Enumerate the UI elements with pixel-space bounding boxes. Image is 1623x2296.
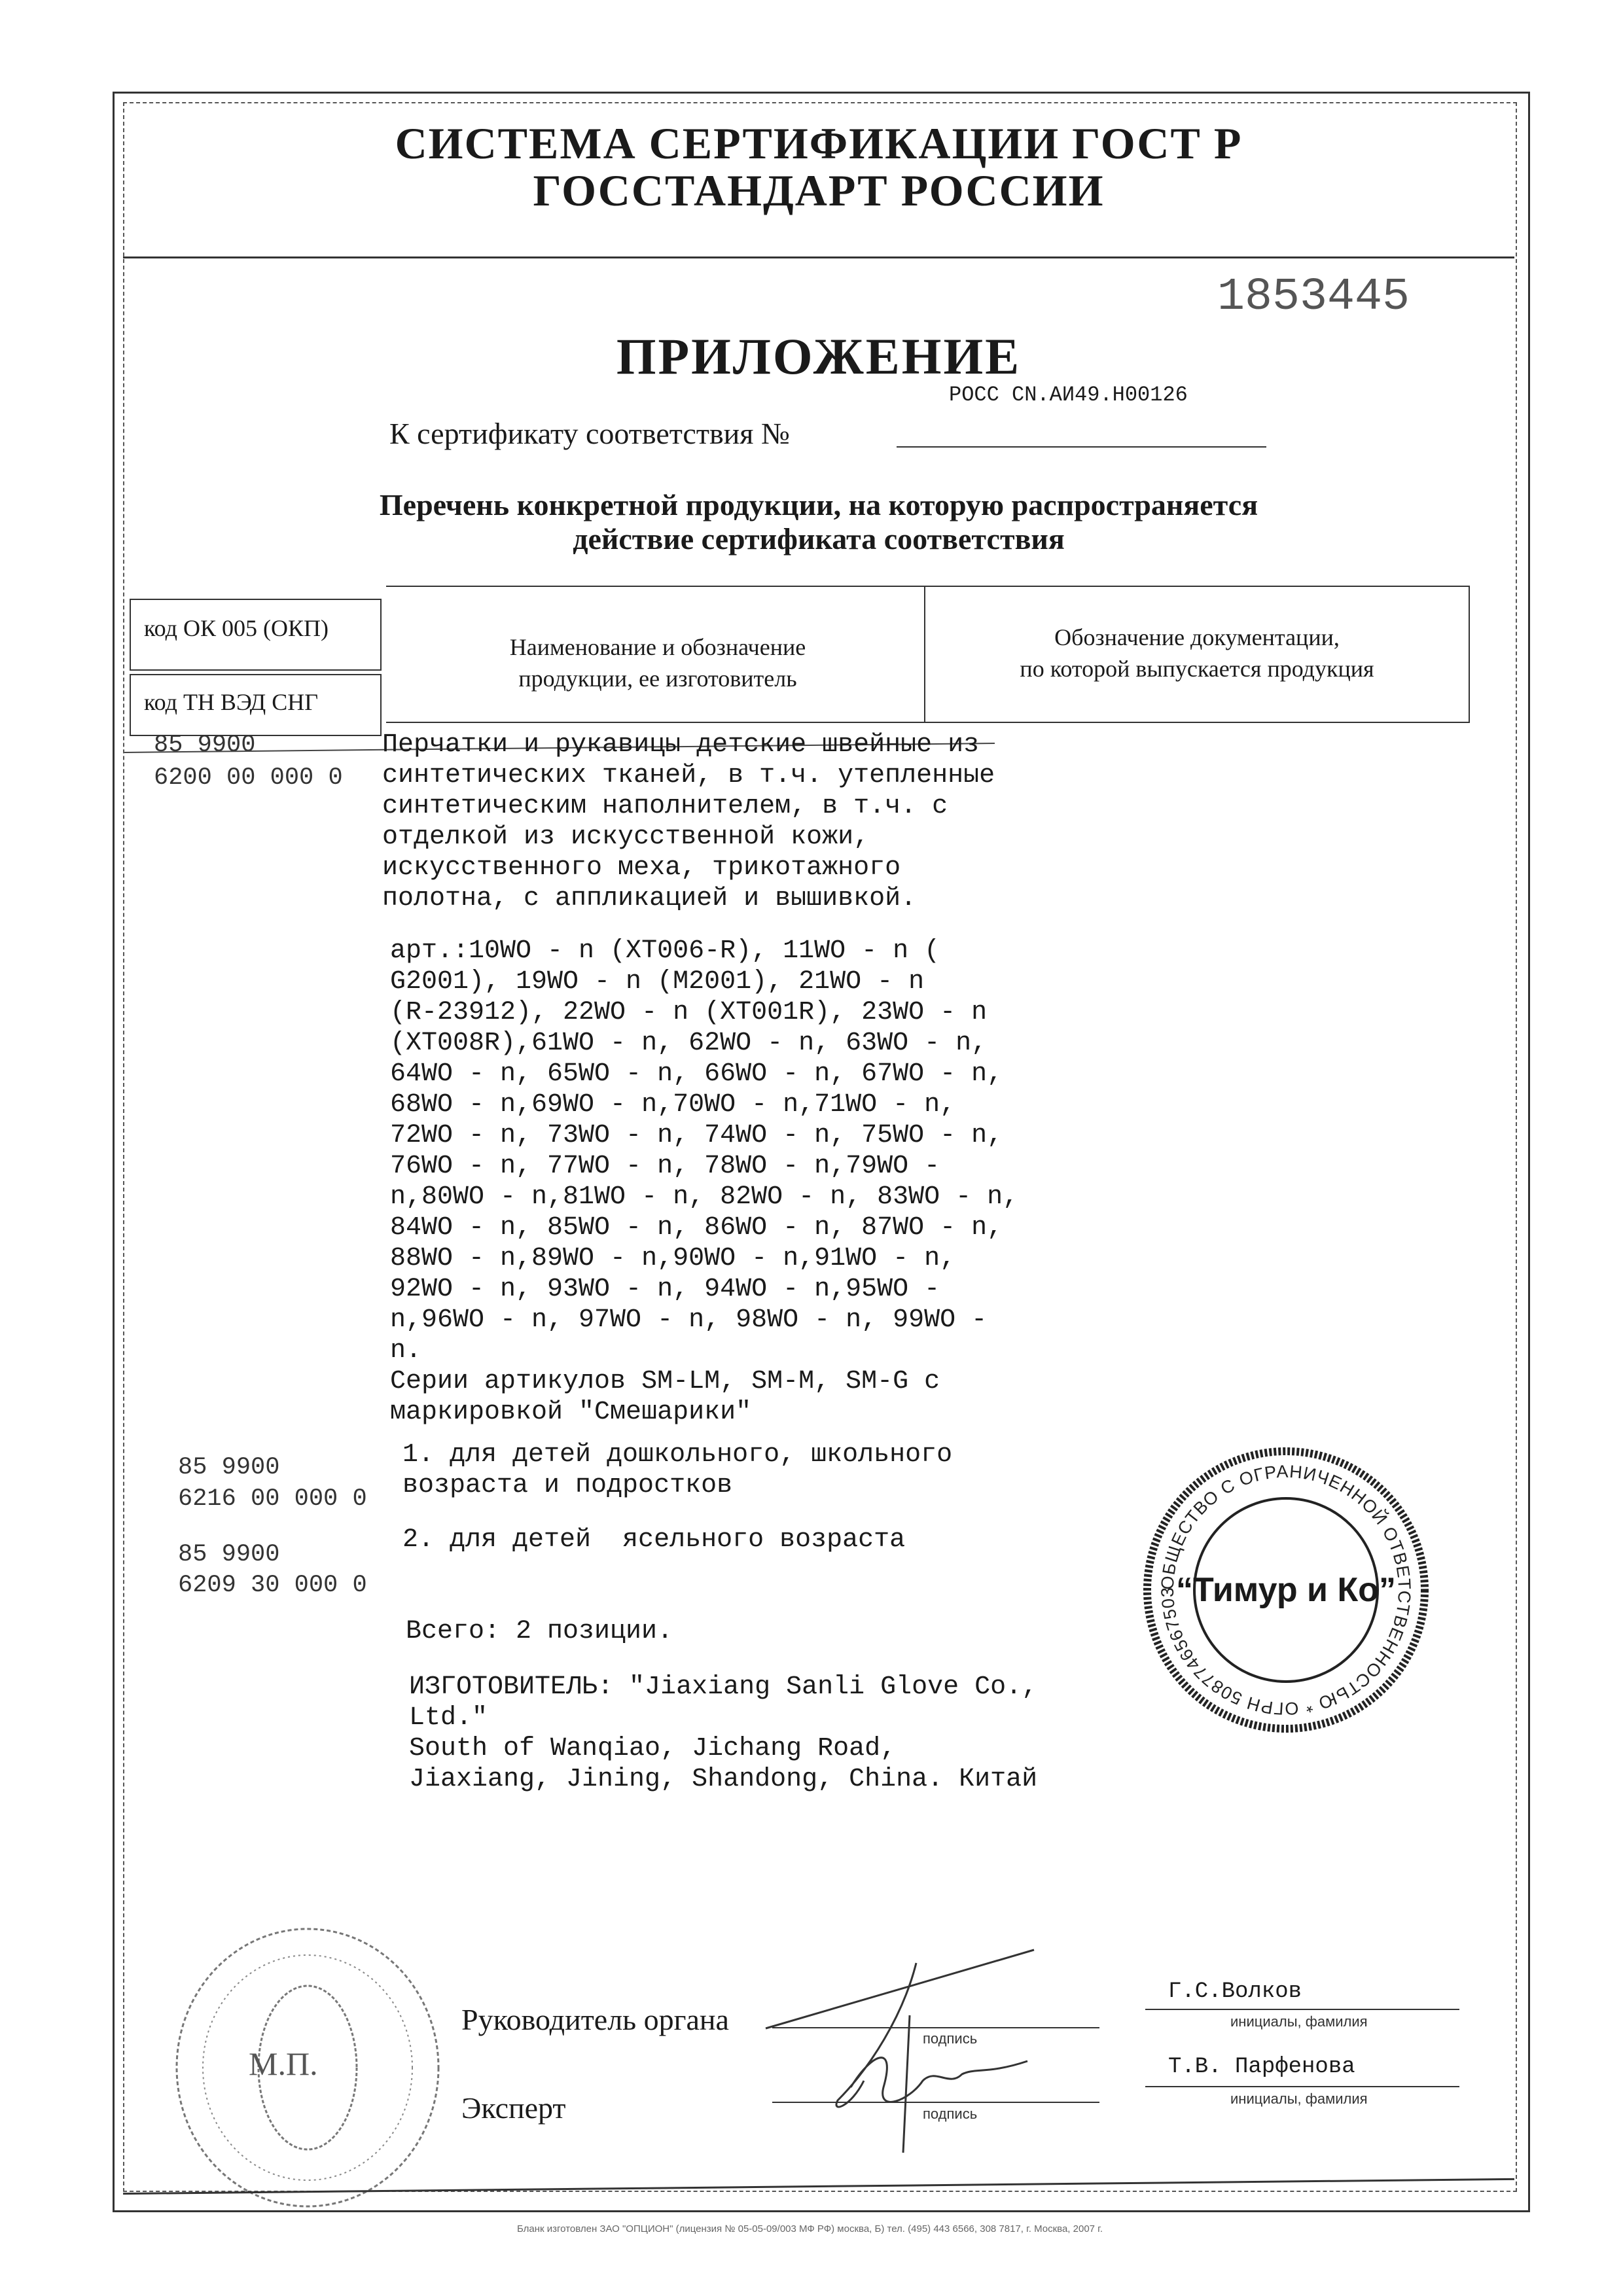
description-line: искусственного меха, трикотажного (382, 853, 901, 883)
articles-line: (XT008R),61WO - n, 62WO - n, 63WO - n, (390, 1029, 988, 1058)
position1-okp: 85 9900 (178, 1454, 280, 1481)
articles-line: 64WO - n, 65WO - n, 66WO - n, 67WO - n, (390, 1059, 1003, 1089)
footer-print-info: Бланк изготовлен ЗАО "ОПЦИОН" (лицензия № 05-05-09/003 МФ РФ) москва, Б) тел. (495) 443 6566, 308 7817, г. Москва, 2007 г. (517, 2223, 1103, 2234)
head-label: Руководитель органа (461, 2003, 729, 2036)
manufacturer-line: ИЗГОТОВИТЕЛЬ: "Jiaxiang Sanli Glove Co., (409, 1672, 1038, 1702)
articles-line: Серии артикулов SM-LM, SM-M, SM-G с (390, 1367, 940, 1396)
stamp-center-text: “Тимур и Ко” (1176, 1571, 1396, 1609)
position1-line: возраста и подростков (402, 1471, 733, 1500)
head-name: Г.С.Волков (1168, 1979, 1302, 2004)
position1-tnved: 6216 00 000 0 (178, 1485, 367, 1513)
manufacturer-line: South of Wanqiao, Jichang Road, (409, 1734, 897, 1763)
position1-line: 1. для детей дошкольного, школьного (402, 1440, 953, 1470)
expert-name: Т.В. Парфенова (1168, 2055, 1355, 2079)
articles-line: n,80WO - n,81WO - n, 82WO - n, 83WO - n, (390, 1182, 1019, 1212)
certificate-label: К сертификату соответствия № (389, 417, 790, 450)
manufacturer-block (409, 1672, 1037, 1795)
articles-line: 72WO - n, 73WO - n, 74WO - n, 75WO - n, (390, 1121, 1003, 1150)
expert-name-caption: инициалы, фамилия (1230, 2091, 1368, 2107)
name-header-line2: продукции, ее изготовитель (518, 665, 797, 692)
position2-line: 2. для детей ясельного возраста (402, 1525, 906, 1555)
okp-header: код ОК 005 (ОКП) (144, 615, 329, 641)
articles-block (390, 936, 1018, 1428)
page-title: ПРИЛОЖЕНИЕ (616, 328, 1022, 385)
name-header (393, 631, 923, 694)
name-header-line1: Наименование и обозначение (509, 634, 806, 660)
articles-line: 92WO - n, 93WO - n, 94WO - n,95WO - (390, 1275, 940, 1304)
description-line: синтетическим наполнителем, в т.ч. с (382, 792, 948, 821)
expert-name-line (1145, 2086, 1459, 2087)
head-name-line (1145, 2009, 1459, 2010)
subtitle-line1: Перечень конкретной продукции, на которую распространяется (379, 488, 1258, 521)
doc-header-line1: Обозначение документации, (1054, 624, 1340, 650)
form-number: 1853445 (1217, 272, 1410, 323)
position2-okp: 85 9900 (178, 1541, 280, 1568)
head-signature-caption: подпись (923, 2030, 978, 2047)
head-name-caption: инициалы, фамилия (1230, 2013, 1368, 2030)
header-line2: ГОССТАНДАРТ РОССИИ (533, 166, 1105, 215)
doc-header (925, 622, 1469, 684)
articles-line: маркировкой "Смешарики" (390, 1398, 752, 1427)
description-line: полотна, с аппликацией и вышивкой. (382, 884, 917, 913)
doc-header-line2: по которой выпускается продукция (1020, 656, 1374, 682)
articles-line: 76WO - n, 77WO - n, 78WO - n,79WO - (390, 1152, 940, 1181)
manufacturer-line: Jiaxiang, Jining, Shandong, China. Китай (409, 1765, 1038, 1794)
position2-tnved: 6209 30 000 0 (178, 1572, 367, 1599)
description-line: синтетических тканей, в т.ч. утепленные (382, 761, 995, 790)
handwritten-signature (753, 1937, 1080, 2172)
description-block (382, 730, 995, 914)
subtitle-line2: действие сертификата соответствия (573, 522, 1065, 556)
header-line1: СИСТЕМА СЕРТИФИКАЦИИ ГОСТ Р (395, 118, 1243, 168)
articles-line: n,96WO - n, 97WO - n, 98WO - n, 99WO - (390, 1305, 988, 1335)
total-positions: Всего: 2 позиции. (406, 1617, 673, 1646)
header-divider (123, 256, 1514, 258)
articles-line: 84WO - n, 85WO - n, 86WO - n, 87WO - n, (390, 1213, 1003, 1243)
certificate-number: РОСС CN.АИ49.Н00126 (949, 383, 1188, 407)
stamp-ring-text: ОБЩЕСТВО С ОГРАНИЧЕННОЙ ОТВЕТСТВЕННОСТЬЮ * ОГРН 5087746567503 (1157, 1461, 1415, 1719)
description-line: Перчатки и рукавицы детские швейные из (382, 730, 980, 760)
main-okp-code: 85 9900 (154, 732, 256, 759)
description-line: отделкой из искусственной кожи, (382, 822, 870, 852)
tnved-header: код ТН ВЭД СНГ (144, 689, 319, 715)
okp-header-cell (130, 599, 382, 671)
articles-line: 88WO - n,89WO - n,90WO - n,91WO - n, (390, 1244, 956, 1273)
official-seal (167, 1924, 448, 2212)
articles-line: 68WO - n,69WO - n,70WO - n,71WO - n, (390, 1090, 956, 1120)
position1-text (402, 1439, 952, 1501)
certificate-underline (897, 446, 1266, 448)
tnved-header-cell (130, 674, 382, 736)
articles-line: арт.:10WO - n (XT006-R), 11WO - n ( (390, 936, 940, 966)
articles-line: n. (390, 1336, 422, 1366)
expert-label: Эксперт (461, 2091, 566, 2125)
articles-line: G2001), 19WO - n (M2001), 21WO - n (390, 967, 925, 997)
articles-line: (R-23912), 22WO - n (XT001R), 23WO - n (390, 998, 988, 1027)
manufacturer-line: Ltd." (409, 1703, 488, 1733)
position2-text (402, 1525, 905, 1555)
expert-signature-caption: подпись (923, 2106, 978, 2122)
company-stamp (1142, 1446, 1430, 1734)
main-tnved-code: 6200 00 000 0 (154, 764, 343, 792)
seal-label: М.П. (249, 2045, 318, 2082)
